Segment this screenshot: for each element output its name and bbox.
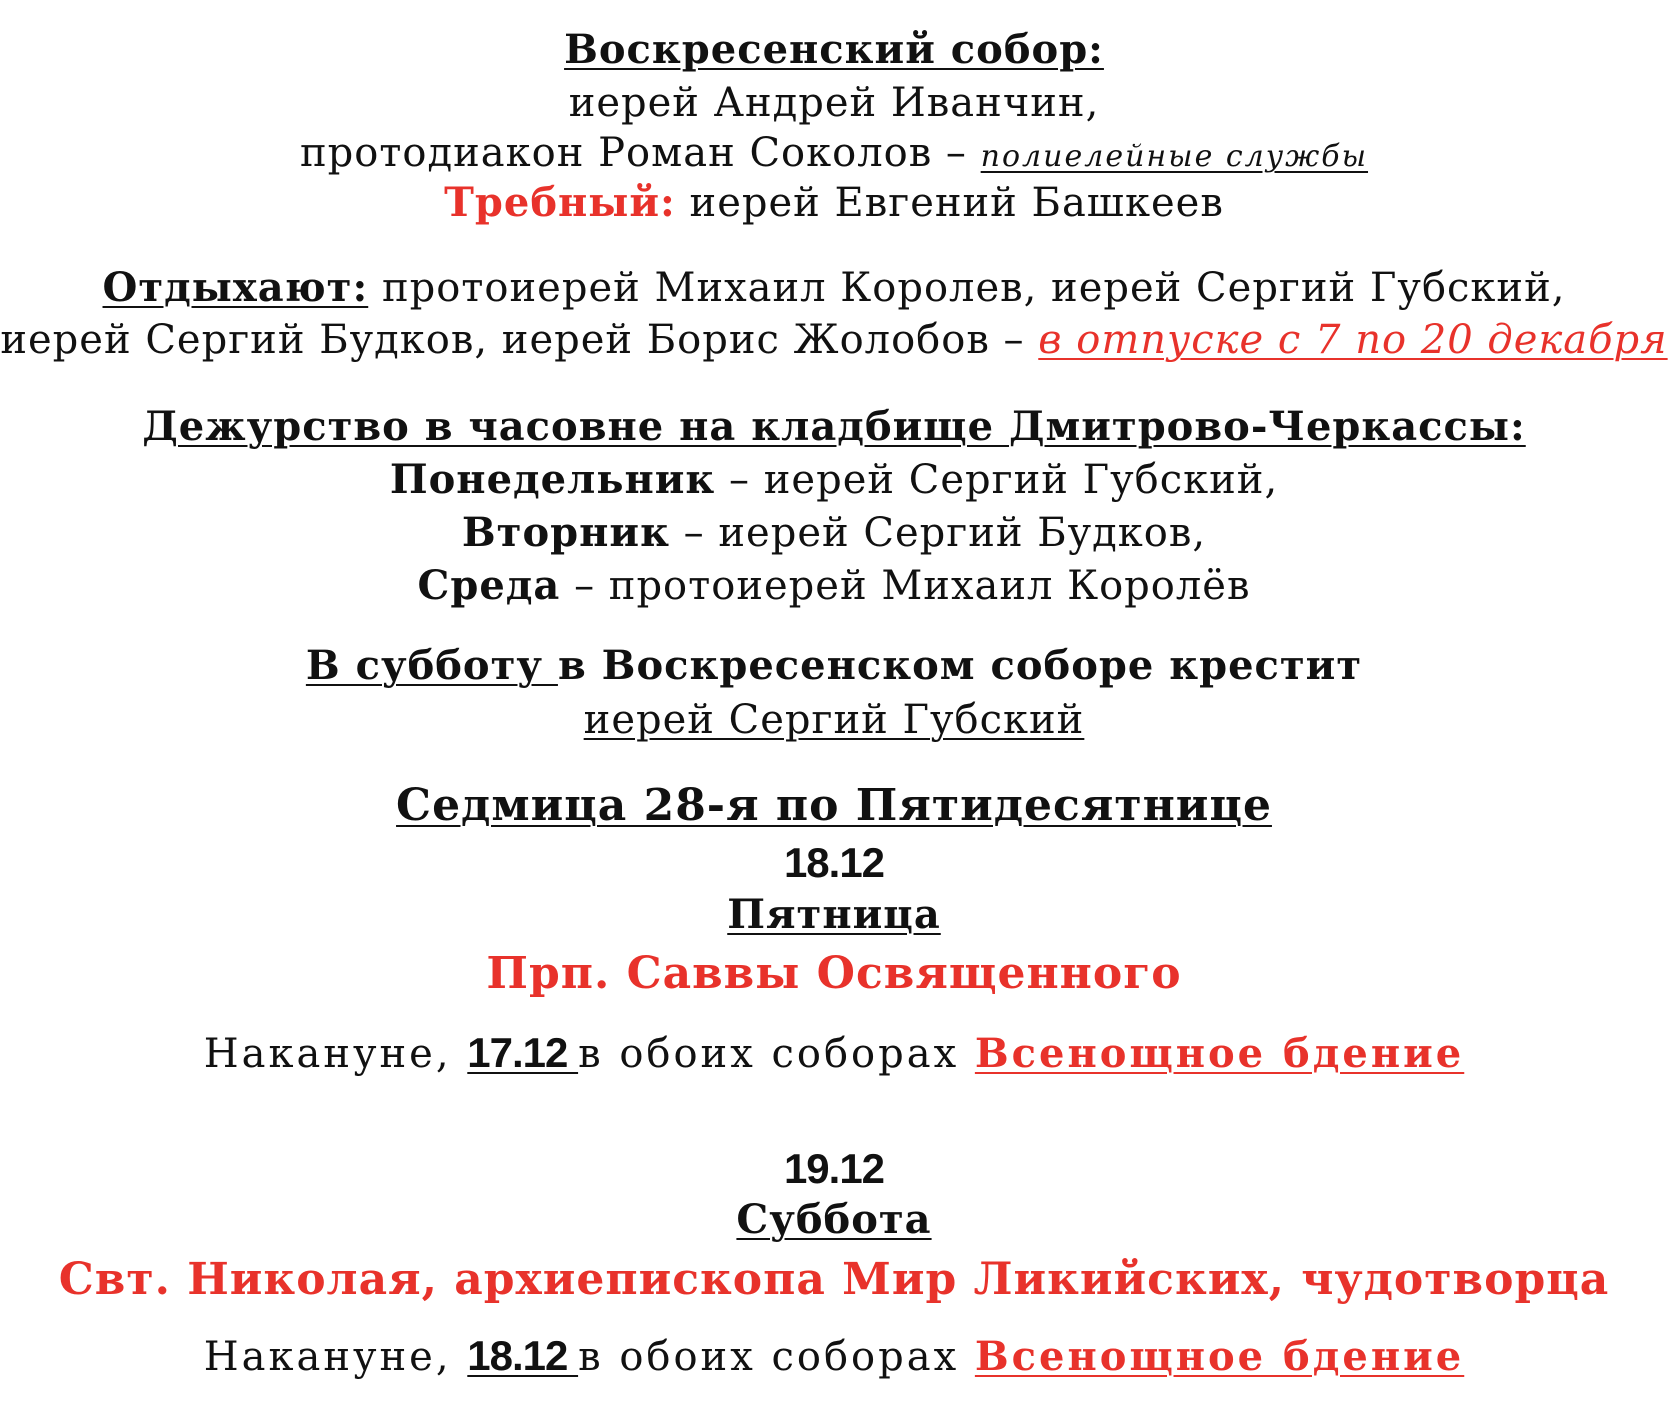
day-1-date-text: 18.12 — [783, 839, 885, 886]
day-1-weekday-text: Пятница — [727, 891, 941, 938]
trebny-name: иерей Евгений Башкеев — [675, 180, 1224, 226]
deacon-note: полиелейные службы — [980, 139, 1369, 174]
day-1-feast — [0, 948, 1668, 999]
baptism-priest-line — [0, 697, 1668, 743]
day-2-date — [0, 1145, 1668, 1192]
baptism-priest: иерей Сергий Губский — [583, 697, 1085, 743]
voskresensky-title-text: Воскресенский собор: — [564, 26, 1104, 73]
day-2-eve-mid: в обоих соборах — [578, 1334, 975, 1380]
week-title — [0, 780, 1668, 831]
chapel-title-text: Дежурство в часовне на кладбище Дмитрово-Черкассы: — [142, 403, 1526, 450]
day-1-eve — [0, 1029, 1668, 1077]
tuesday-name: – иерей Сергий Будков, — [669, 510, 1207, 556]
baptism-saturday-label: В субботу — [305, 642, 558, 689]
day-2-weekday — [0, 1196, 1668, 1243]
chapel-title — [0, 403, 1668, 450]
baptism-line — [0, 642, 1668, 689]
day-1-eve-service: Всенощное бдение — [974, 1030, 1465, 1077]
day-2-eve-service: Всенощное бдение — [974, 1333, 1465, 1380]
resting-label: Отдыхают: — [102, 264, 369, 311]
day-1-feast-text: Прп. Саввы Освященного — [486, 948, 1182, 999]
day-1-eve-mid: в обоих соборах — [578, 1031, 975, 1077]
voskresensky-deacon — [0, 130, 1668, 176]
deacon-name: протодиакон Роман Соколов – — [299, 130, 981, 176]
chapel-monday — [0, 456, 1668, 503]
chapel-wednesday — [0, 562, 1668, 609]
day-2-weekday-text: Суббота — [736, 1196, 932, 1243]
day-2-eve — [0, 1332, 1668, 1380]
voskresensky-priest-text: иерей Андрей Иванчин, — [568, 80, 1100, 126]
day-1-date — [0, 839, 1668, 886]
day-2-feast-text: Свт. Николая, архиепископа Мир Ликийских, чудотворца — [58, 1254, 1610, 1305]
chapel-tuesday — [0, 509, 1668, 556]
monday-name: – иерей Сергий Губский, — [715, 457, 1279, 503]
trebny-label: Требный: — [444, 179, 676, 226]
day-2-eve-date: 18.12 — [467, 1332, 579, 1379]
day-2-feast — [0, 1254, 1668, 1305]
monday-label: Понедельник — [389, 456, 716, 503]
voskresensky-priest — [0, 80, 1668, 126]
baptism-mid-text: в Воскресенском соборе — [557, 642, 1170, 689]
day-2-eve-prefix: Накануне, — [203, 1334, 468, 1380]
day-1-weekday — [0, 891, 1668, 938]
day-2-date-text: 19.12 — [783, 1145, 885, 1192]
resting-line-1 — [0, 264, 1668, 311]
wednesday-label: Среда — [417, 562, 561, 609]
resting-line1-text: протоиерей Михаил Королев, иерей Сергий Губский, — [368, 265, 1566, 311]
day-1-eve-date: 17.12 — [467, 1029, 579, 1076]
vacation-note: в отпуске с 7 по 20 декабря — [1038, 317, 1668, 363]
baptism-baptizes: крестит — [1169, 642, 1363, 689]
resting-line2-text: иерей Сергий Будков, иерей Борис Жолобов – — [0, 317, 1039, 363]
day-1-eve-prefix: Накануне, — [203, 1031, 468, 1077]
resting-line-2 — [0, 317, 1668, 363]
wednesday-name: – протоиерей Михаил Королёв — [560, 563, 1251, 609]
trebny-line — [0, 179, 1668, 226]
voskresensky-title — [0, 26, 1668, 73]
tuesday-label: Вторник — [461, 509, 670, 556]
week-title-text: Седмица 28-я по Пятидесятнице — [396, 780, 1272, 831]
